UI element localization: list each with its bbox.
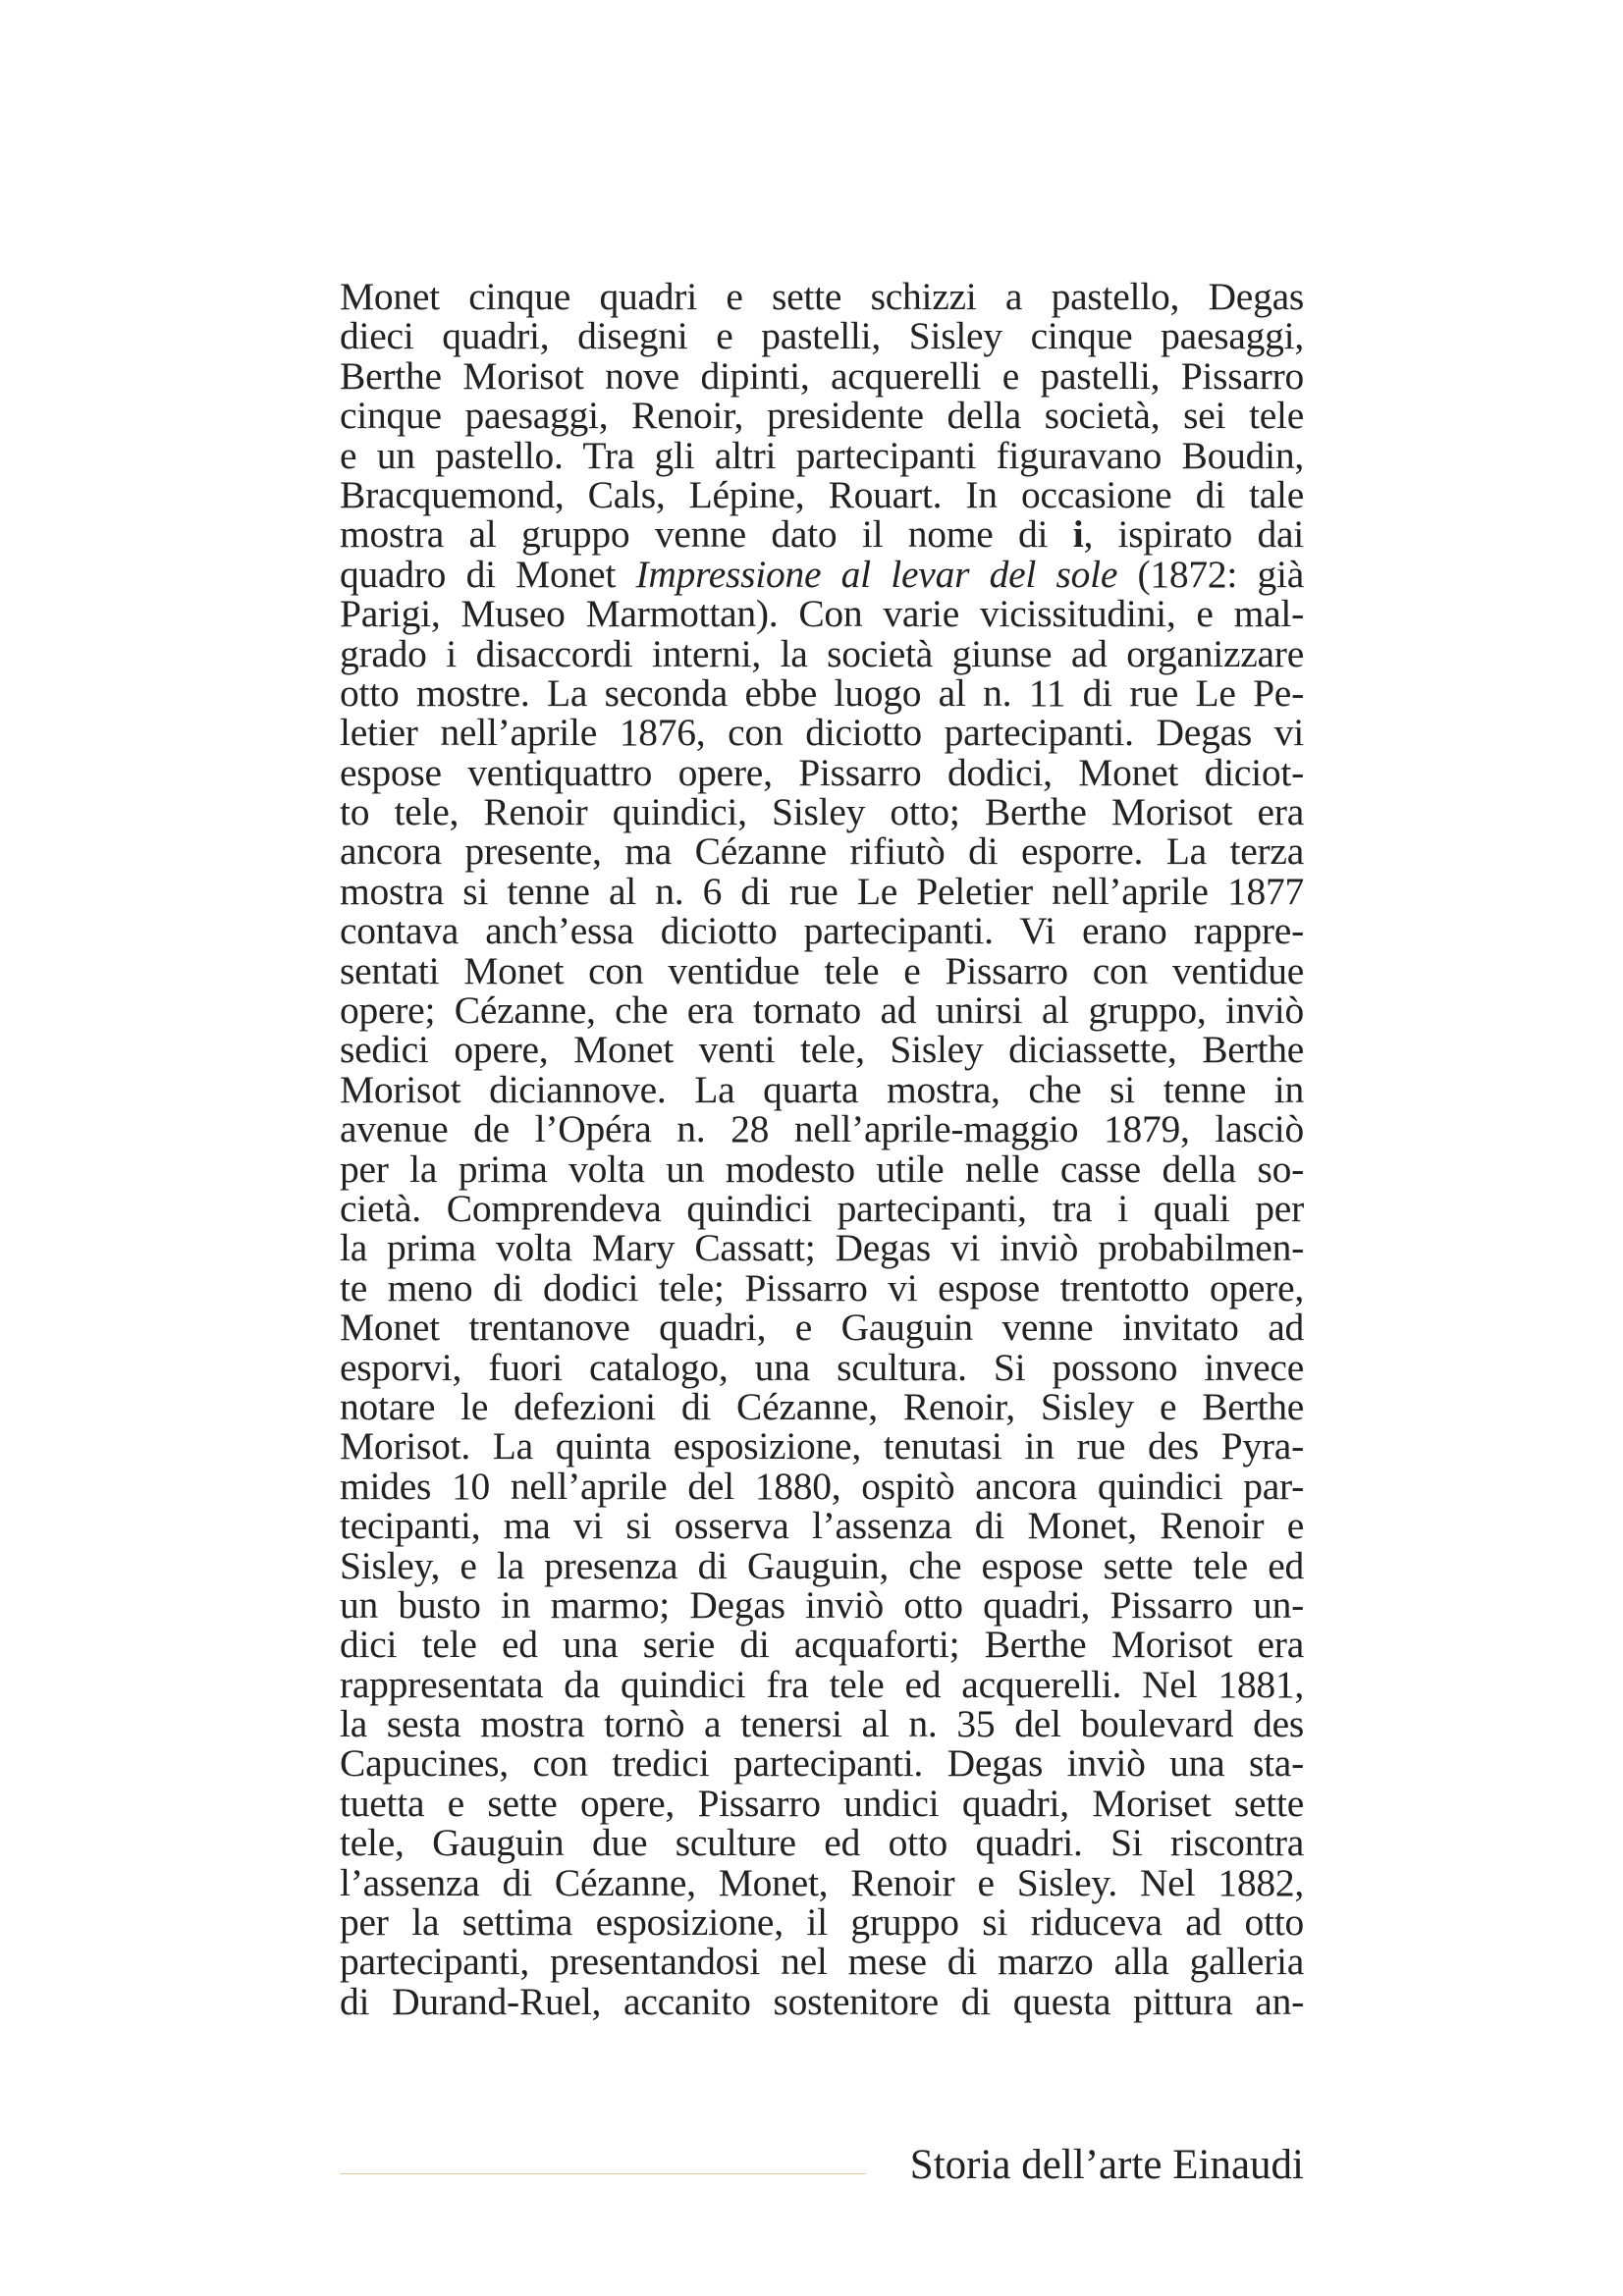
text-line: mostra si tenne al n. 6 di rue Le Peletier nell’aprile 1877 bbox=[340, 869, 1304, 913]
text-line: partecipanti, presentandosi nel mese di marzo alla galleria bbox=[340, 1940, 1304, 1984]
text-line: quadro di Monet Impressione al levar del sole (1872: già bbox=[340, 552, 1305, 596]
text-line: avenue de l’Opéra n. 28 nell’aprile-maggio 1879, lasciò bbox=[340, 1107, 1304, 1151]
text-line: per la settima esposizione, il gruppo si riduceva ad otto bbox=[340, 1900, 1304, 1945]
text-line: grado i disaccordi interni, la società giunse ad organizzare bbox=[340, 631, 1304, 675]
bold-term: i, bbox=[1072, 512, 1094, 557]
artwork-title: Impressione al levar del sole bbox=[635, 552, 1118, 596]
text-line: otto mostre. La seconda ebbe luogo al n. 11 di rue Le Pe- bbox=[340, 670, 1304, 715]
text-line: te meno di dodici tele; Pissarro vi espose trentotto opere, bbox=[340, 1265, 1304, 1309]
text-line: espose ventiquattro opere, Pissarro dodici, Monet diciot- bbox=[340, 750, 1304, 794]
text-line: mides 10 nell’aprile del 1880, ospitò ancora quindici par- bbox=[340, 1464, 1304, 1508]
text-line: la sesta mostra tornò a tenersi al n. 35 del boulevard des bbox=[340, 1702, 1304, 1746]
text-line: un busto in marmo; Degas inviò otto quadri, Pissarro un- bbox=[340, 1582, 1304, 1627]
text-line: opere; Cézanne, che era tornato ad unirsi al gruppo, inviò bbox=[340, 988, 1304, 1033]
text-line: la prima volta Mary Cassatt; Degas vi inviò probabilmen- bbox=[340, 1226, 1304, 1270]
publication-title: Storia dell’arte Einaudi bbox=[909, 2142, 1304, 2188]
text-line: per la prima volta un modesto utile nelle casse della so- bbox=[340, 1147, 1304, 1191]
text-line: Capucines, con tredici partecipanti. Degas inviò una sta- bbox=[340, 1741, 1304, 1786]
text-line: cietà. Comprendeva quindici partecipanti, tra i quali per bbox=[340, 1186, 1304, 1230]
text-line: Morisot. La quinta esposizione, tenutasi in rue des Pyra- bbox=[340, 1424, 1304, 1468]
bold-term-text: i bbox=[1072, 512, 1084, 557]
text-line: contava anch’essa diciotto partecipanti. Vi erano rappre- bbox=[340, 909, 1304, 953]
text-line: tele, Gauguin due sculture ed otto quadri. Si riscontra bbox=[340, 1821, 1304, 1865]
text-line: Berthe Morisot nove dipinti, acquerelli e pastelli, Pissarro bbox=[340, 353, 1304, 398]
page-body-text bbox=[340, 277, 1304, 2021]
text-line: e un pastello. Tra gli altri partecipanti figuravano Boudin, bbox=[340, 433, 1304, 477]
text-line: dieci quadri, disegni e pastelli, Sisley cinque paesaggi, bbox=[340, 314, 1304, 358]
text-line: notare le defezioni di Cézanne, Renoir, Sisley e Berthe bbox=[340, 1384, 1304, 1428]
text-line: rappresentata da quindici fra tele ed acquerelli. Nel 1881, bbox=[340, 1662, 1304, 1706]
text-line: cinque paesaggi, Renoir, presidente della società, sei tele bbox=[340, 394, 1304, 438]
text-line: to tele, Renoir quindici, Sisley otto; Berthe Morisot era bbox=[340, 790, 1304, 834]
text-line: tecipanti, ma vi si osserva l’assenza di Monet, Renoir e bbox=[340, 1504, 1304, 1548]
text-line: di Durand-Ruel, accanito sostenitore di questa pittura an- bbox=[340, 1979, 1304, 2023]
text-line: Parigi, Museo Marmottan). Con varie vicissitudini, e mal- bbox=[340, 592, 1304, 636]
text-line: letier nell’aprile 1876, con diciotto partecipanti. Degas vi bbox=[340, 711, 1304, 755]
text-line: Bracquemond, Cals, Lépine, Rouart. In occasione di tale bbox=[340, 472, 1304, 516]
page-footer bbox=[340, 2140, 1304, 2209]
text-line: l’assenza di Cézanne, Monet, Renoir e Sisley. Nel 1882, bbox=[340, 1860, 1304, 1904]
text-line: sedici opere, Monet venti tele, Sisley diciassette, Berthe bbox=[340, 1028, 1304, 1072]
text-line: Morisot diciannove. La quarta mostra, che si tenne in bbox=[340, 1067, 1304, 1111]
text-line: sentati Monet con ventidue tele e Pissarro con ventidue bbox=[340, 948, 1304, 992]
footer-rule bbox=[340, 2173, 866, 2174]
text-line: tuetta e sette opere, Pissarro undici quadri, Moriset sette bbox=[340, 1781, 1304, 1825]
text-line: esporvi, fuori catalogo, una scultura. Si possono invece bbox=[340, 1345, 1304, 1389]
text-line: dici tele ed una serie di acquaforti; Berthe Morisot era bbox=[340, 1623, 1304, 1667]
text-line: Monet trentanove quadri, e Gauguin venne invitato ad bbox=[340, 1306, 1304, 1350]
text-line: Monet cinque quadri e sette schizzi a pastello, Degas bbox=[340, 275, 1304, 318]
text-line: ancora presente, ma Cézanne rifiutò di esporre. La terza bbox=[340, 829, 1304, 874]
text-line: Sisley, e la presenza di Gauguin, che espose sette tele ed bbox=[340, 1543, 1304, 1587]
text-line: mostra al gruppo venne dato il nome di i, ispirato dai bbox=[340, 512, 1305, 557]
